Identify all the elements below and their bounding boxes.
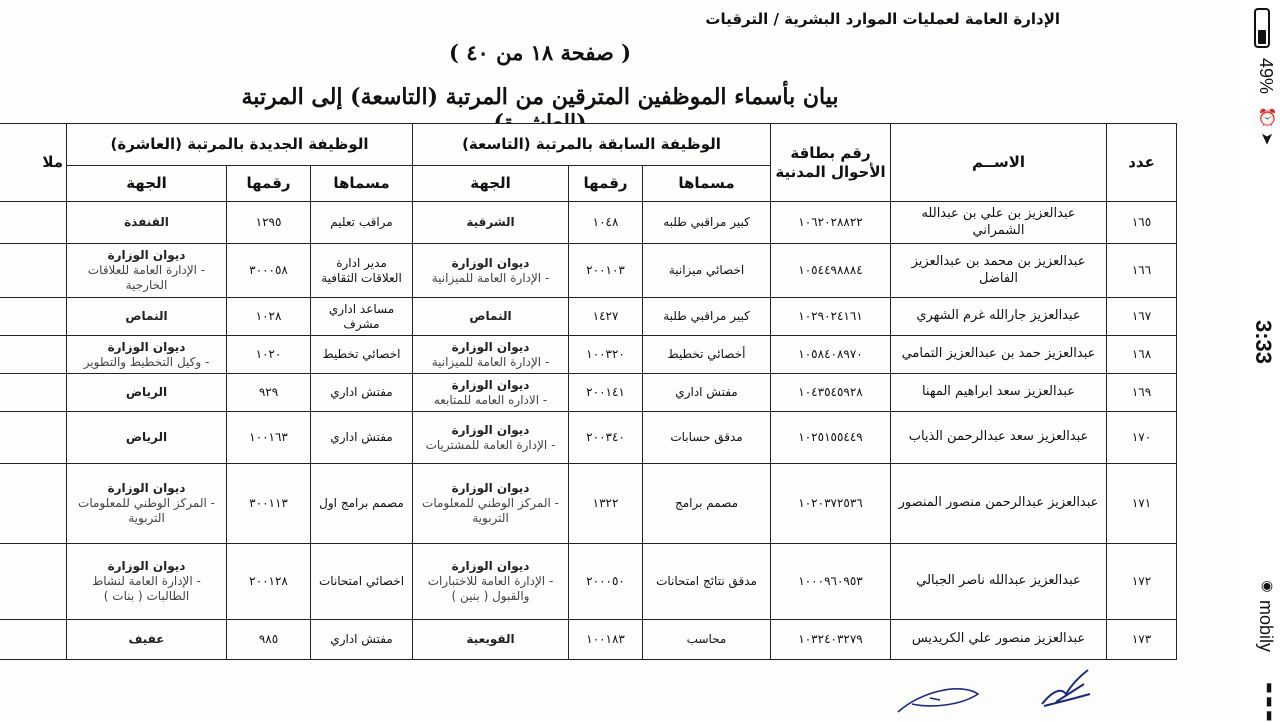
new-entity-cell xyxy=(67,336,227,374)
new-title-cell: مفتش اداري xyxy=(311,374,413,412)
civil-id-cell: ١٠٢٩٠٢٤١٦١ xyxy=(771,298,891,336)
header-name: الاســم xyxy=(891,124,1107,202)
notes-cell xyxy=(0,412,67,464)
header-prev-title: مسماها xyxy=(643,166,771,202)
prev-entity-cell-main: النماص xyxy=(469,309,512,323)
prev-number-cell: ١٠٤٨ xyxy=(569,202,643,244)
civil-id-cell: ١٠٠٠٩٦٠٩٥٣ xyxy=(771,544,891,620)
new-entity-cell-main: ديوان الوزارة xyxy=(107,248,186,262)
new-entity-cell-main: ديوان الوزارة xyxy=(107,339,186,354)
new-entity-cell-main: ديوان الوزارة xyxy=(107,559,186,573)
new-number-cell: ١٠٠١٦٣ xyxy=(227,412,311,464)
new-title-cell: اخصائي تخطيط xyxy=(311,336,413,374)
prev-number-cell: ٢٠٠١٠٣ xyxy=(569,244,643,298)
new-entity-cell-sub: - الإدارة العامة للعلاقات الخارجية xyxy=(87,263,206,292)
notes-cell xyxy=(0,244,67,298)
prev-entity-cell-main: ديوان الوزارة xyxy=(451,559,530,573)
prev-entity-cell-sub: - الإدارة العامة للميزانية xyxy=(431,354,550,369)
new-number-cell: ٩٢٩ xyxy=(227,374,311,412)
header-prev-number: رقمها xyxy=(569,166,643,202)
prev-entity-cell xyxy=(413,412,569,464)
location-icon: ➤ xyxy=(1258,132,1275,146)
table-row xyxy=(0,202,1177,244)
new-entity-cell-main: النماص xyxy=(125,309,168,323)
civil-id-cell: ١٠٥٨٤٠٨٩٧٠ xyxy=(771,336,891,374)
new-entity-cell-main: القنفذة xyxy=(124,215,169,229)
prev-entity-cell xyxy=(413,244,569,298)
new-entity-cell xyxy=(67,374,227,412)
name-cell: عبدالعزيز بن محمد بن عبدالعزيز الفاضل xyxy=(891,244,1107,298)
name-cell: عبدالعزيز جارالله غرم الشهري xyxy=(891,298,1107,336)
new-entity-cell xyxy=(67,298,227,336)
header-prev-entity: الجهة xyxy=(413,166,569,202)
new-number-cell: ١٠٢٠ xyxy=(227,336,311,374)
prev-title-cell: كبير مراقبي طلبه xyxy=(643,202,771,244)
new-entity-cell xyxy=(67,544,227,620)
new-number-cell: ٣٠٠٠٥٨ xyxy=(227,244,311,298)
prev-title-cell: مصمم برامج xyxy=(643,464,771,544)
alarm-icon: ⏰ xyxy=(1258,108,1275,128)
seq-cell: ١٦٦ xyxy=(1107,244,1177,298)
header-notes: ملا xyxy=(0,124,67,202)
new-entity-cell-sub: - المركز الوطني للمعلومات التربوية xyxy=(78,496,215,525)
prev-title-cell: كبير مراقبي طلبة xyxy=(643,298,771,336)
battery-percentage: 49% xyxy=(1256,58,1276,95)
new-entity-cell-sub: - الإدارة العامة لنشاط الطالبات ( بنات ) xyxy=(92,574,201,603)
table-row xyxy=(0,464,1177,544)
prev-number-cell: ١٠٠١٨٣ xyxy=(569,620,643,660)
initials-signature xyxy=(890,682,990,718)
name-cell: عبدالعزيز سعد ابراهيم المهنا xyxy=(891,374,1107,412)
seq-cell: ١٦٨ xyxy=(1107,336,1177,374)
table-row xyxy=(0,374,1177,412)
table-row xyxy=(0,336,1177,374)
prev-title-cell: مدقق نتائج امتحانات xyxy=(643,544,771,620)
header-id: رقم بطاقة الأحوال المدنية xyxy=(771,124,891,202)
notes-cell xyxy=(0,202,67,244)
prev-title-cell: اخصائي ميزانية xyxy=(643,244,771,298)
prev-entity-cell-main: ديوان الوزارة xyxy=(451,422,530,437)
new-number-cell: ٢٠٠١٢٨ xyxy=(227,544,311,620)
notes-cell xyxy=(0,544,67,620)
name-cell: عبدالعزيز عبدالرحمن منصور المنصور xyxy=(891,464,1107,544)
new-title-cell: مساعد اداري مشرف xyxy=(311,298,413,336)
table-row xyxy=(0,298,1177,336)
notes-cell xyxy=(0,298,67,336)
battery-icon xyxy=(1254,8,1270,48)
name-cell: عبدالعزيز حمد بن عبدالعزيز التمامي xyxy=(891,336,1107,374)
document-title: بيان بأسماء الموظفين المترقين من المرتبة (التاسعة) إلى المرتبة xyxy=(241,84,839,110)
notes-cell xyxy=(0,336,67,374)
notes-cell xyxy=(0,464,67,544)
prev-entity-cell xyxy=(413,544,569,620)
prev-entity-cell xyxy=(413,620,569,660)
prev-entity-cell-sub: - المركز الوطني للمعلومات التربوية xyxy=(422,496,559,525)
prev-entity-cell-main: القويعية xyxy=(466,632,515,646)
promotions-table xyxy=(0,123,1177,660)
seq-cell: ١٧٣ xyxy=(1107,620,1177,660)
name-cell: عبدالعزيز بن علي بن عبدالله الشمراني xyxy=(891,202,1107,244)
new-entity-cell xyxy=(67,464,227,544)
prev-number-cell: ١٣٢٢ xyxy=(569,464,643,544)
name-cell: عبدالعزيز منصور علي الكريديس xyxy=(891,620,1107,660)
prev-entity-cell-sub: - الإدارة العامة للمشتريات xyxy=(425,437,556,452)
new-entity-cell-main: عفيف xyxy=(128,632,165,646)
new-title-cell: اخصائي امتحانات xyxy=(311,544,413,620)
civil-id-cell: ١٠٥٤٤٩٨٨٨٤ xyxy=(771,244,891,298)
prev-entity-cell xyxy=(413,374,569,412)
prev-number-cell: ١٠٠٣٢٠ xyxy=(569,336,643,374)
prev-number-cell: ٢٠٠٣٤٠ xyxy=(569,412,643,464)
seq-cell: ١٦٥ xyxy=(1107,202,1177,244)
prev-number-cell: ٢٠٠٠٥٠ xyxy=(569,544,643,620)
prev-title-cell: مدقق حسابات xyxy=(643,412,771,464)
prev-entity-cell xyxy=(413,336,569,374)
new-number-cell: ٩٨٥ xyxy=(227,620,311,660)
civil-id-cell: ١٠٣٢٤٠٣٢٧٩ xyxy=(771,620,891,660)
seq-cell: ١٧٢ xyxy=(1107,544,1177,620)
prev-entity-cell xyxy=(413,298,569,336)
new-number-cell: ١٢٩٥ xyxy=(227,202,311,244)
civil-id-cell: ١٠٦٢٠٢٨٨٢٢ xyxy=(771,202,891,244)
seq-cell: ١٧٠ xyxy=(1107,412,1177,464)
signal-icon: ▮▮▮ xyxy=(1262,680,1276,722)
table-row xyxy=(0,412,1177,464)
department-heading: الإدارة العامة لعمليات الموارد البشرية / الترقيات xyxy=(705,10,1060,28)
notes-cell xyxy=(0,620,67,660)
prev-title-cell: أخصائي تخطيط xyxy=(643,336,771,374)
prev-entity-cell-main: ديوان الوزارة xyxy=(451,481,530,495)
new-entity-cell-sub: - وكيل التخطيط والتطوير xyxy=(83,354,210,369)
notes-cell xyxy=(0,374,67,412)
prev-entity-cell-sub: - الاداره العامه للمتابعه xyxy=(433,392,548,407)
prev-entity-cell-main: ديوان الوزارة xyxy=(451,339,530,354)
table-row xyxy=(0,620,1177,660)
page-number: ( صفحة ١٨ من ٤٠ ) xyxy=(448,40,632,65)
new-title-cell: مراقب تعليم xyxy=(311,202,413,244)
seq-cell: ١٦٧ xyxy=(1107,298,1177,336)
carrier-name: mobily xyxy=(1256,600,1276,653)
prev-entity-cell xyxy=(413,202,569,244)
table-row xyxy=(0,244,1177,298)
header-new-entity: الجهة xyxy=(67,166,227,202)
new-entity-cell xyxy=(67,412,227,464)
prev-entity-cell-sub: - الإدارة العامة للميزانية xyxy=(431,270,550,285)
prev-title-cell: مفتش اداري xyxy=(643,374,771,412)
name-cell: عبدالعزيز عبدالله ناصر الجبالي xyxy=(891,544,1107,620)
prev-entity-cell-main: الشرقية xyxy=(466,215,515,229)
new-title-cell: مفتش اداري xyxy=(311,412,413,464)
new-entity-cell xyxy=(67,202,227,244)
prev-entity-cell-main: ديوان الوزارة xyxy=(451,377,530,392)
prev-entity-cell-main: ديوان الوزارة xyxy=(451,255,530,270)
new-entity-cell xyxy=(67,620,227,660)
prev-number-cell: ٢٠٠١٤١ xyxy=(569,374,643,412)
header-new-job: الوظيفة الجديدة بالمرتبة (العاشرة) xyxy=(67,124,413,166)
new-title-cell: مصمم برامج اول xyxy=(311,464,413,544)
civil-id-cell: ١٠٤٣٥٤٥٩٢٨ xyxy=(771,374,891,412)
name-cell: عبدالعزيز سعد عبدالرحمن الذياب xyxy=(891,412,1107,464)
signature xyxy=(1036,664,1096,714)
civil-id-cell: ١٠٢٠٣٧٢٥٣٦ xyxy=(771,464,891,544)
clock-time: 3:33 xyxy=(1251,320,1276,365)
header-new-title: مسماها xyxy=(311,166,413,202)
new-number-cell: ٣٠٠١١٣ xyxy=(227,464,311,544)
table-row xyxy=(0,544,1177,620)
new-title-cell: مدير ادارة العلاقات الثقافية xyxy=(311,244,413,298)
new-entity-cell-main: ديوان الوزارة xyxy=(107,481,186,495)
phone-status-bar xyxy=(1240,0,1280,720)
new-title-cell: مفتش اداري xyxy=(311,620,413,660)
prev-title-cell: محاسب xyxy=(643,620,771,660)
civil-id-cell: ١٠٢٥١٥٥٤٤٩ xyxy=(771,412,891,464)
new-number-cell: ١٠٢٨ xyxy=(227,298,311,336)
header-new-number: رقمها xyxy=(227,166,311,202)
prev-entity-cell-sub: - الإدارة العامة للاختبارات والقبول ( بنين ) xyxy=(427,574,554,603)
header-previous-job: الوظيفة السابقة بالمرتبة (التاسعة) xyxy=(413,124,771,166)
new-entity-cell-main: الرياض xyxy=(125,430,168,444)
new-entity-cell-main: الرياض xyxy=(125,385,168,399)
wifi-icon: ◉ xyxy=(1260,578,1276,594)
prev-number-cell: ١٤٢٧ xyxy=(569,298,643,336)
header-seq: عدد xyxy=(1107,124,1177,202)
new-entity-cell xyxy=(67,244,227,298)
seq-cell: ١٦٩ xyxy=(1107,374,1177,412)
seq-cell: ١٧١ xyxy=(1107,464,1177,544)
prev-entity-cell xyxy=(413,464,569,544)
